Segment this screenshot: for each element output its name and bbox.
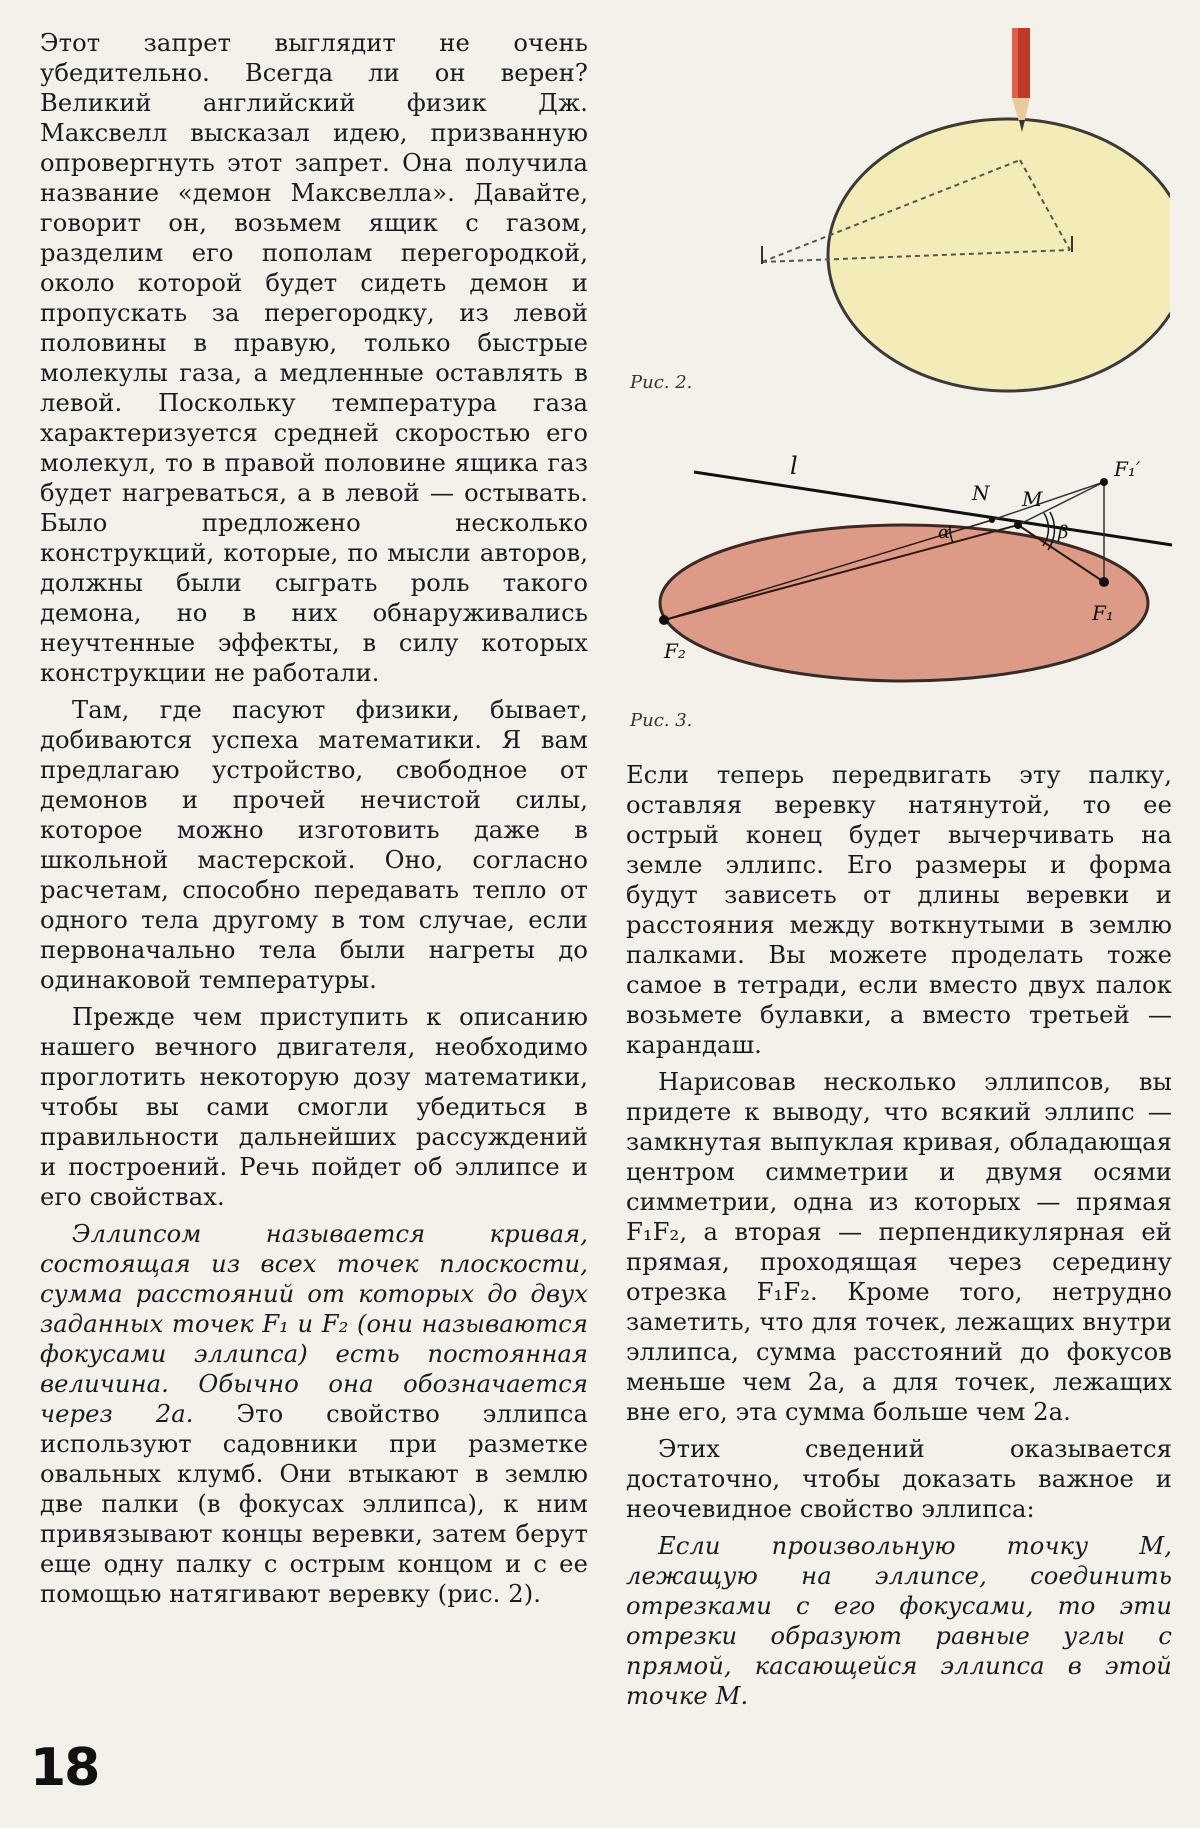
fig3-label-alpha: α [938, 522, 951, 543]
ellipse-definition-italic: Эллипсом называется кривая, состоящая из всех точек плоскости, сумма расстояний от которых до двух заданных точек F₁ и F₂ (они называются фокусами эллипса) есть постоянная величина. Обычно она обозначается через 2a. [40, 1220, 588, 1428]
paragraph-ellipse-definition [40, 1219, 588, 1609]
paragraph-theorem: Если произвольную точку M, лежащую на эллипсе, соединить отрезками с его фокусами, то эти отрезки образуют равные углы с прямой, касающейся эллипса в этой точке M. [626, 1532, 1172, 1710]
fig3-label-m: M [1022, 487, 1043, 511]
right-column [626, 760, 1172, 1718]
fig3-label-f1prime: F₁′ [1114, 457, 1141, 481]
paragraph-maxwell-demon: Этот запрет выглядит не очень убедительно. Всегда ли он верен? Великий английский физик Дж. Максвелл высказал идею, призванную опровергнуть этот запрет. Она получила название «демон Максвелла». Давайте, говорит он, возьмем ящик с газом, разделим его пополам перегородкой, около которой будет сидеть демон и пропускать за перегородку, из левой половины в правую, только быстрые молекулы газа, а медленные оставлять в левой. Поскольку температура газа характеризуется средней скоростью его молекул, то в правой половине ящика газ будет нагреваться, а в левой — остывать. Было предложено несколько конструкций, которые, по мысли авторов, должны были сыграть роль такого демона, но в них обнаруживались неучтенные эффекты, в силу которых конструкции не работали. [40, 29, 588, 687]
fig3-point-m [1014, 521, 1022, 529]
ellipse-definition-rest: Это свойство эллипса используют садовники при разметке овальных клумб. Они втыкают в землю две палки (в фокусах эллипса), к ним привязывают концы веревки, затем берут еще одну палку с острым концом и с ее помощью натягивают веревку (рис. 2). [40, 1400, 588, 1608]
paragraph-enough-info: Этих сведений оказывается достаточно, чтобы доказать важное и неочевидное свойство эллипса: [626, 1435, 1172, 1523]
fig3-point-f1 [1099, 577, 1109, 587]
fig2-ellipse [828, 119, 1170, 391]
figure-2-ellipse-drawing [700, 20, 1170, 400]
fig3-ellipse [660, 525, 1148, 681]
paragraph-math-dose: Прежде чем приступить к описанию нашего вечного двигателя, необходимо проглотить некоторую дозу математики, чтобы вы сами смогли убедиться в правильности дальнейших рассуждений и построений. Речь пойдет об эллипсе и его свойствах. [40, 1003, 588, 1211]
fig3-point-n [989, 517, 995, 523]
figure-2-caption: Рис. 2. [630, 372, 693, 393]
pencil-icon [1012, 28, 1030, 132]
figure-3-ellipse-tangent [620, 440, 1180, 710]
figure-3-caption: Рис. 3. [630, 710, 693, 731]
paragraph-ellipse-properties: Нарисовав несколько эллипсов, вы придете к выводу, что всякий эллипс — замкнутая выпуклая кривая, обладающая центром симметрии и двумя осями симметрии, одна из которых — прямая F₁F₂, а вторая — перпендикулярная ей прямая, проходящая через середину отрезка F₁F₂. Кроме того, нетрудно заметить, что для точек, лежащих внутри эллипса, сумма расстояний до фокусов меньше чем 2a, а для точек, лежащих вне его, эта сумма больше чем 2a. [626, 1068, 1172, 1426]
fig3-point-f2 [659, 615, 669, 625]
fig3-label-beta: β [1058, 522, 1069, 543]
fig3-label-f2: F₂ [664, 639, 686, 663]
fig3-label-f1: F₁ [1092, 601, 1114, 625]
fig3-segment-n-f1prime [992, 482, 1104, 520]
page-number: 18 [30, 1738, 99, 1798]
paragraph-mathematicians: Там, где пасуют физики, бывает, добиваются успеха математики. Я вам предлагаю устройство, свободное от демонов и прочей нечистой силы, которое можно изготовить даже в школьной мастерской. Оно, согласно расчетам, способно передавать тепло от одного тела другому в том случае, если первоначально тела были нагреты до одинаковой температуры. [40, 696, 588, 994]
fig3-point-f1prime [1100, 478, 1108, 486]
fig3-label-n: N [972, 481, 990, 505]
fig3-label-l: l [790, 452, 798, 480]
left-column [40, 28, 588, 1616]
paragraph-moving-stick: Если теперь передвигать эту палку, оставляя веревку натянутой, то ее острый конец будет вычерчивать на земле эллипс. Его размеры и форма будут зависеть от длины веревки и расстояния между воткнутыми в землю палками. Вы можете проделать тоже самое в тетради, если вместо двух палок возьмете булавки, а вместо третьей — карандаш. [626, 761, 1172, 1059]
